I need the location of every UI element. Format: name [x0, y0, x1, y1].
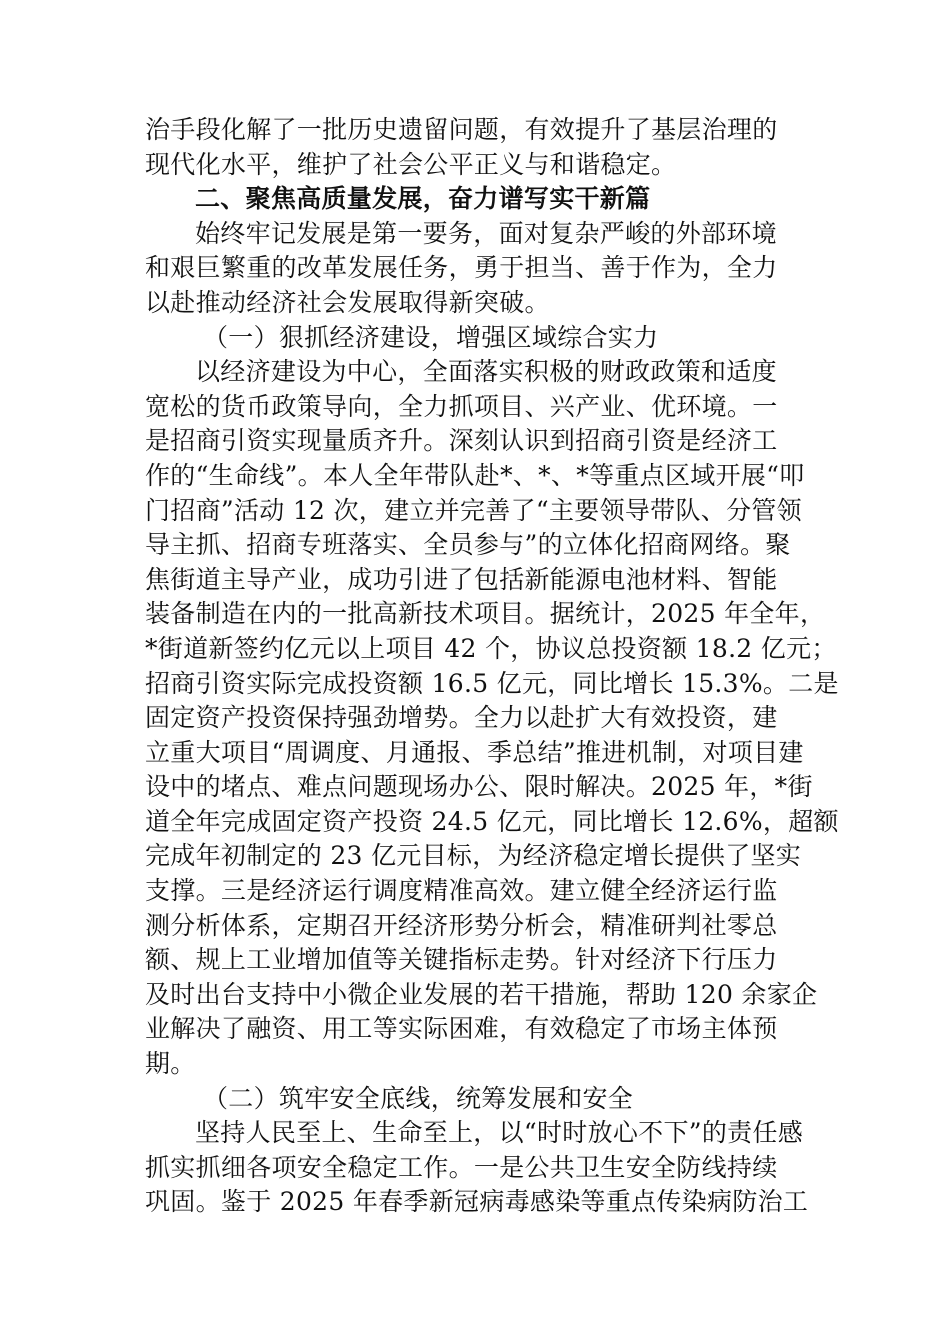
text-line: 焦街道主导产业，成功引进了包括新能源电池材料、智能 [145, 564, 778, 594]
text-line: 门招商”活动 12 次，建立并完善了“主要领导带队、分管领 [145, 495, 802, 525]
text-line: 立重大项目“周调度、月通报、季总结”推进机制，对项目建 [145, 737, 804, 767]
text-line: 设中的堵点、难点问题现场办公、限时解决。2025 年，*街 [145, 772, 813, 802]
document-body [145, 113, 839, 1220]
paragraph-first-line: 以经济建设为中心，全面落实积极的财政政策和适度 [195, 357, 777, 387]
text-line: *街道新签约亿元以上项目 42 个，协议总投资额 18.2 亿元； [145, 633, 837, 663]
subsection-heading: （二）筑牢安全底线，统筹发展和安全 [203, 1083, 634, 1113]
text-line: 招商引资实际完成投资额 16.5 亿元，同比增长 15.3%。二是 [145, 668, 839, 698]
text-line: 完成年初制定的 23 亿元目标，为经济稳定增长提供了坚实 [145, 841, 802, 871]
paragraph-first-line: 坚持人民至上、生命至上，以“时时放心不下”的责任感 [195, 1118, 804, 1148]
text-line: 宽松的货币政策导向，全力抓项目、兴产业、优环境。一 [145, 391, 778, 421]
text-line: 和艰巨繁重的改革发展任务，勇于担当、善于作为，全力 [145, 253, 778, 283]
text-line: 业解决了融资、用工等实际困难，有效稳定了市场主体预 [145, 1014, 778, 1044]
section-heading: 二、聚焦高质量发展，奋力谱写实干新篇 [195, 184, 651, 214]
subsection-heading: （一）狠抓经济建设，增强区域综合实力 [203, 322, 659, 352]
paragraph-first-line: 始终牢记发展是第一要务，面对复杂严峻的外部环境 [195, 218, 777, 248]
text-line: 是招商引资实现量质齐升。深刻认识到招商引资是经济工 [145, 426, 778, 456]
text-line: 测分析体系，定期召开经济形势分析会，精准研判社零总 [145, 910, 778, 940]
text-line: 额、规上工业增加值等关键指标走势。针对经济下行压力 [145, 945, 778, 975]
text-line: 抓实抓细各项安全稳定工作。一是公共卫生安全防线持续 [145, 1152, 778, 1182]
text-line: 现代化水平，维护了社会公平正义与和谐稳定。 [145, 149, 677, 179]
text-line: 期。 [145, 1049, 196, 1079]
text-line: 道全年完成固定资产投资 24.5 亿元，同比增长 12.6%，超额 [145, 806, 839, 836]
text-line: 作的“生命线”。本人全年带队赴*、*、*等重点区域开展“叩 [145, 460, 805, 490]
text-line: 支撑。三是经济运行调度精准高效。建立健全经济运行监 [145, 876, 778, 906]
text-line: 固定资产投资保持强劲增势。全力以赴扩大有效投资，建 [145, 703, 778, 733]
text-line: 治手段化解了一批历史遗留问题，有效提升了基层治理的 [145, 115, 778, 144]
text-line: 巩固。鉴于 2025 年春季新冠病毒感染等重点传染病防治工 [145, 1187, 809, 1217]
text-line: 以赴推动经济社会发展取得新突破。 [145, 287, 550, 317]
text-line: 导主抓、招商专班落实、全员参与”的立体化招商网络。聚 [145, 530, 791, 560]
text-line: 装备制造在内的一批高新技术项目。据统计，2025 年全年， [145, 599, 826, 629]
text-line: 及时出台支持中小微企业发展的若干措施，帮助 120 余家企 [145, 979, 818, 1009]
